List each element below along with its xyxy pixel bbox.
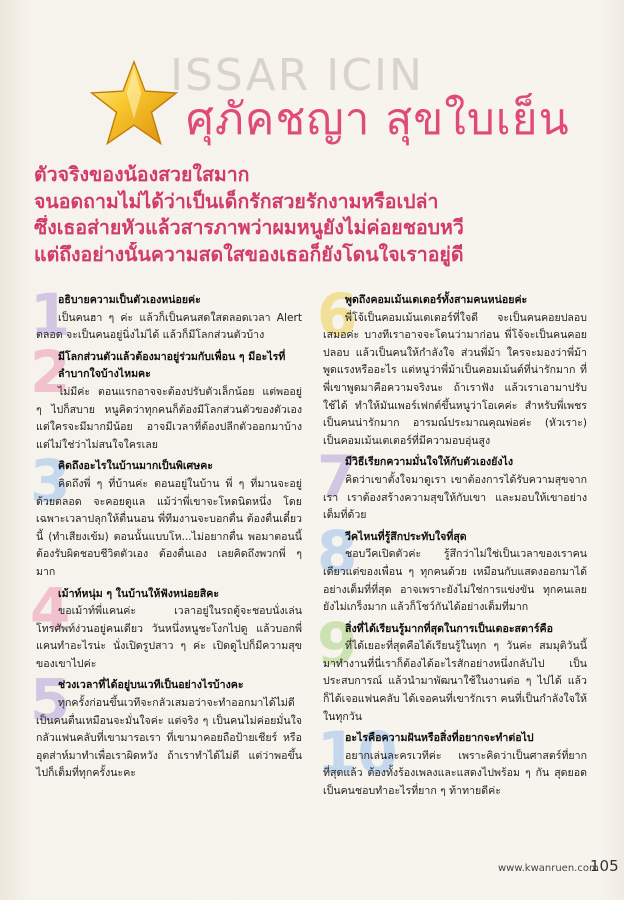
answer-text: อยากเล่นละครเวทีค่ะ เพราะคิดว่าเป็นศาสตร์ที่ยากที่สุดแล้ว ต้องทั้งร้องเพลงและแสดงไปพร้อม ๆ กัน สุดยอดเป็นคนชอบทำอะไรที่ยาก ๆ ท้าทายดีค่ะ — [323, 749, 587, 798]
right-column — [317, 281, 587, 805]
question-text: อะไรคือความฝันหรือสิ่งที่อยากจะทำต่อไป — [345, 732, 534, 745]
question-number: 3 — [30, 447, 71, 516]
qa-item — [317, 609, 587, 727]
question-number: 6 — [317, 281, 358, 349]
answer-text: คิดถึงพี่ ๆ ที่บ้านค่ะ ตอนอยู่ในบ้าน พี่ ๆ ที่มานจะอยู่ด้วยตลอด จะคอยดูแล แม้ว่าพี่เขาจะโหดนิดหนึ่ง โดยเฉพาะเวลาปลุกให้ตื่นนอน พี่ทีมงานจะบอกตื่น ต้องตื่นเดี๋ยวนี้ (ทำเสียงเข้ม) ตอนนั้นแบบโห...ไม่อยากตื่น พอมาตอนนี้ต้องรับผิดชอบชีวิตตัวเอง ต้องตื่นเอง เลยคิดถึงพวกพี่ ๆ มาก — [36, 477, 302, 578]
answer-text: พี่โจ้เป็นคอมเม้นเตเตอร์ที่ใจดี จะเป็นคนคอยปลอบเสมอค่ะ บางทีเราอาจจะโดนว่ามาก่อน พี่โจ้จะเป็นคนคอยปลอบ แล้วเป็นคนให้กำลังใจ ส่วนพี่ม้า ใครจะมองว่าพี่ม้าพูดแรงหรืออะไร แต่หนูว่าพี่ม้าเป็นคอมเม้นต์ที่น่ารักมาก ที่พี่เขาพูดมาคือความจริงนะ ถ้าเราฟัง แล้วเราเอามาปรับใช้ได้ ทำให้มันเพอร์เฟกต์ขึ้นหนูว่าโอเคค่ะ สำหรับพี่เพชร เป็นคนน่ารักมาก อารมณ์ประมาณคุณพ่อค่ะ (หัวเราะ) เป็นคอมเม้นเตเตอร์ที่มีความอบอุ่นสูง — [323, 311, 587, 447]
qa-item — [30, 337, 302, 455]
question-text: มีโลกส่วนตัวแล้วต้องมาอยู่ร่วมกับเพื่อน ๆ มีอะไรที่ลำบากใจบ้างไหมคะ — [58, 350, 286, 381]
answer-text: ทุกครั้งก่อนขึ้นเวทีจะกลัวเสมอว่าจะทำออกมาได้ไม่ดี เป็นคนตื่นเหมือนจะมั่นใจค่ะ แต่จริง ๆ เป็นคนไม่ค่อยมั่นใจ กลัวแฟนคลับที่เขามารอเรา ที่เขามาคอยถือป้ายเชียร์ หรืออุตส่าห์มาทำเพื่อเราผิดหวัง ถ้าเราทำได้ไม่ดี แต่ว่าพอขึ้นไปก็เต็มที่ทุกครั้งนะคะ — [36, 697, 302, 780]
answer-text: คิดว่าเขาตั้งใจมาดูเรา เขาต้องการได้รับความสุขจากเรา เราต้องสร้างความสุขให้กับเขา และมอบให้เขาอย่างเต็มที่ด้วย — [323, 473, 587, 522]
intro-lead — [34, 162, 594, 268]
footer-url: www.kwanruen.com — [498, 863, 599, 874]
question-text: คิดถึงอะไรในบ้านมากเป็นพิเศษคะ — [58, 460, 213, 473]
question-text: สิ่งที่ได้เรียนรู้มากที่สุดในการเป็นเดอะสตาร์คือ — [345, 622, 553, 635]
question-number: 2 — [30, 337, 71, 406]
question-text: เม้าท์หนุ่ม ๆ ในบ้านให้ฟังหน่อยสิคะ — [58, 587, 220, 600]
question-number: 5 — [30, 666, 71, 735]
intro-line: ซึ่งเธอส่ายหัวแล้วสารภาพว่าผมหนูยังไม่ค่อยชอบหวี — [34, 216, 464, 239]
intro-line: แต่ถึงอย่างนั้นความสดใสของเธอก็ยังโดนใจเราอยู่ดี — [34, 242, 464, 266]
star-icon — [88, 58, 180, 150]
question-text: ช่วงเวลาที่ได้อยู่บนเวทีเป็นอย่างไรบ้างคะ — [58, 679, 244, 692]
qa-item — [30, 666, 302, 783]
qa-item — [30, 281, 302, 349]
qa-item — [317, 719, 587, 800]
background-ghost-text: ISSAR ICIN — [170, 50, 424, 101]
intro-line: จนอดถามไม่ได้ว่าเป็นเด็กรักสวยรักงามหรือเปล่า — [34, 189, 439, 213]
question-number: 7 — [317, 443, 358, 512]
intro-line: ตัวจริงของน้องสวยใสมาก — [34, 163, 250, 186]
question-text: วีคไหนที่รู้สึกประทับใจที่สุด — [345, 530, 467, 543]
qa-item — [317, 443, 587, 524]
question-number: 4 — [30, 574, 71, 643]
question-number: 8 — [317, 517, 358, 586]
qa-item — [30, 574, 302, 674]
question-number: 9 — [317, 609, 358, 678]
qa-item — [317, 281, 587, 450]
question-number: 1 — [30, 281, 71, 349]
answer-text: ไม่มีค่ะ ตอนแรกอาจจะต้องปรับตัวเล็กน้อย แต่พออยู่ ๆ ไปก็สบาย หนูคิดว่าทุกคนก็ต้องมีโลกส่วนตัวของตัวเองแต่ใครจะมีมากมีน้อย อาจมีเวลาที่ต้องปลีกตัวออกมาบ้างแต่ไม่ใช่ว่าไม่สนใจใครเลย — [36, 385, 302, 451]
left-column — [30, 281, 302, 787]
page-number: 105 — [590, 857, 619, 875]
answer-text: ที่ได้เยอะที่สุดคือได้เรียนรู้ในทุก ๆ วันค่ะ สมมุติวันนี้มาทำงานที่นี่เราก็ต้องได้อะไรสักอย่างหนึ่งกลับไป เป็นประสบการณ์ แล้วนำมาพัฒนาใช้ในงานต่อ ๆ ไปได้ แล้วก็ได้เจอแฟนคลับ ได้เจอคนที่เขารักเรา คนที่เป็นกำลังใจให้ในทุกวัน — [323, 640, 587, 723]
page-title: ศุภัคชญา สุขใบเย็น — [186, 94, 570, 145]
question-number: 10 — [317, 719, 398, 788]
answer-text: ชอบวีคเปิดตัวค่ะ รู้สึกว่าไม่ใช่เป็นเวลาของเราคนเดียวแต่ของเพื่อน ๆ ทุกคนด้วย เหมือนกับแสดงออกมาได้อย่างเต็มที่ที่สุด อาจเพราะยังไม่ใช่การแข่งขัน ทุกคนเลยยังไม่เกร็งมาก แล้วก็โชว์กันได้อย่างเต็มที่มาก — [323, 548, 587, 614]
question-text: อธิบายความเป็นตัวเองหน่อยค่ะ — [58, 294, 201, 306]
qa-item — [317, 517, 587, 617]
qa-item — [30, 447, 302, 581]
question-text: มีวิธีเรียกความมั่นใจให้กับตัวเองยังไง — [345, 456, 514, 469]
answer-text: ขอเม้าท์พี่แคนค่ะ เวลาอยู่ในรถตู้จะชอบนั่งเล่นโทรศัพท์ง่วนอยู่คนเดียว วันหนึ่งหนูชะโงกไปดู แล้วบอกพี่แคนทำอะไรน่ะ นั่งเปิดรูปสาว ๆ ค่ะ เปิดดูไปก็มีความสุขของเขาไปค่ะ — [36, 605, 302, 670]
question-text: พูดถึงคอมเม้นเตเตอร์ทั้งสามคนหน่อยค่ะ — [345, 294, 528, 306]
answer-text: เป็นคนฮา ๆ ค่ะ แล้วก็เป็นคนสดใสตลอดเวลา Alert ตลอด จะเป็นคนอยู่นิ่งไม่ได้ แล้วก็มีโลกส่วนตัวบ้าง — [36, 311, 302, 342]
